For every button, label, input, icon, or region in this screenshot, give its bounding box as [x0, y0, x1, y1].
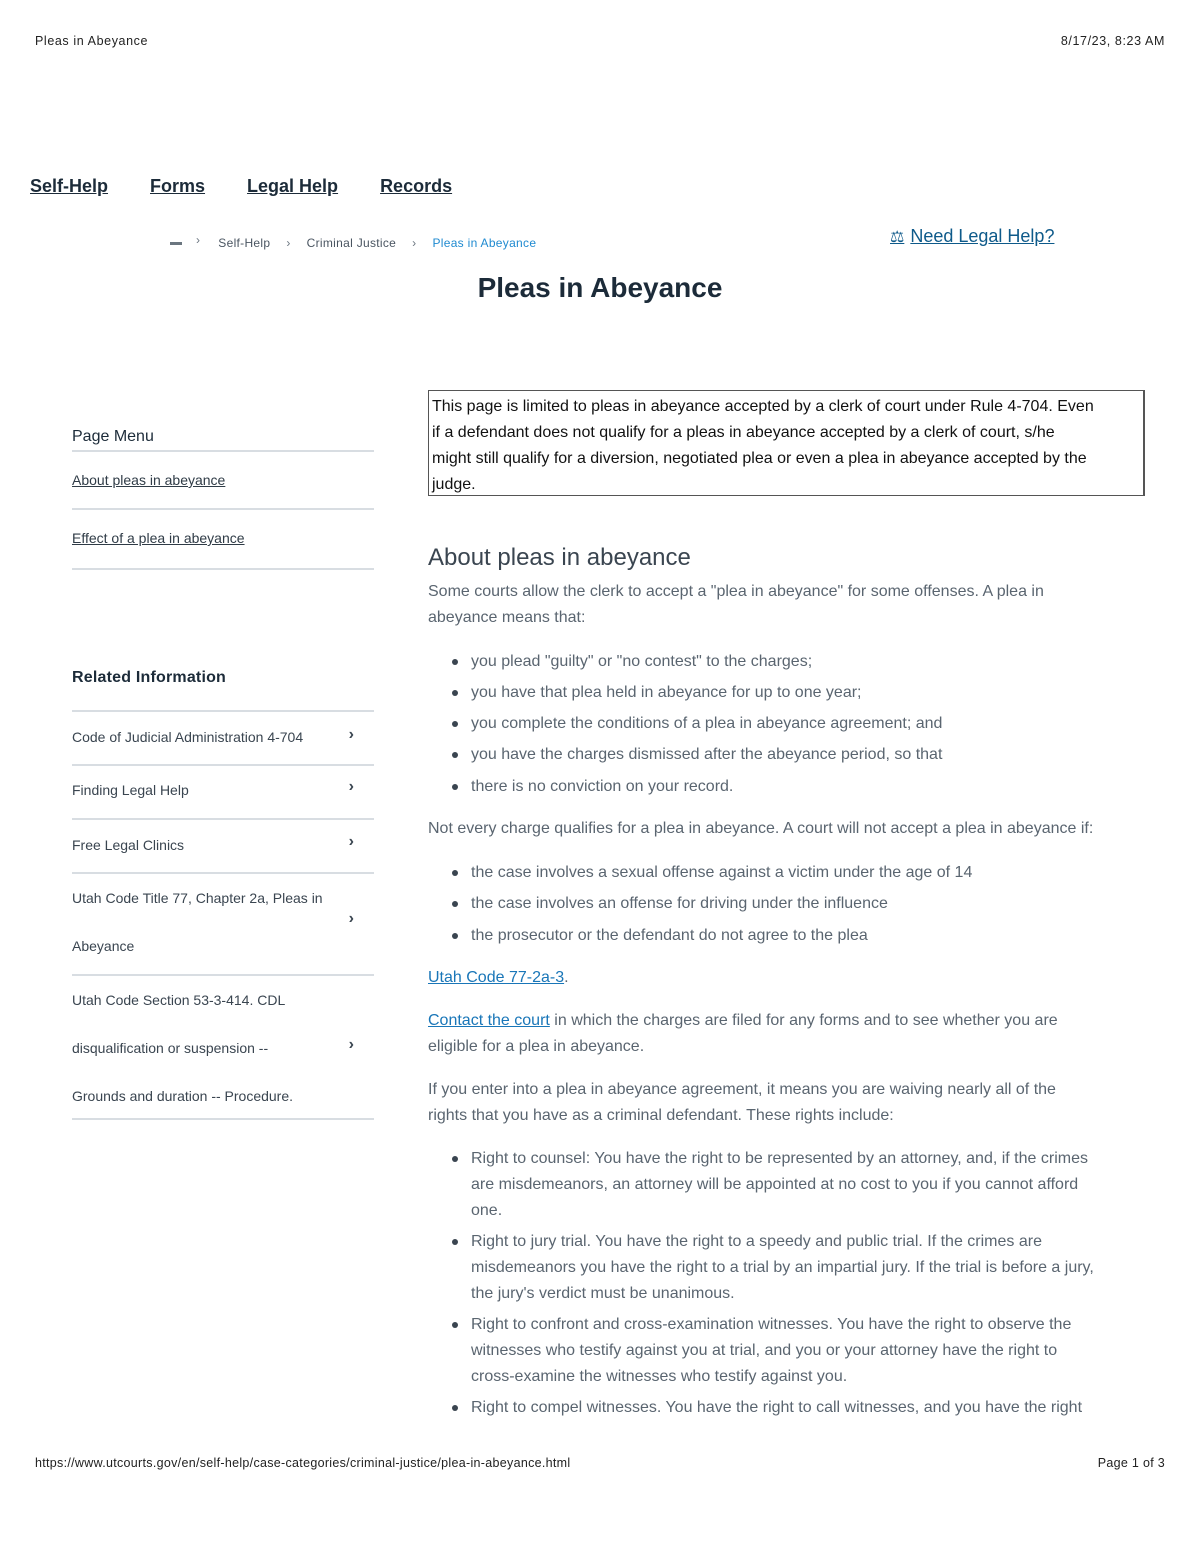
list-item: the prosecutor or the defendant do not agree to the plea [428, 923, 1148, 954]
top-nav [30, 176, 452, 200]
page-title: Pleas in Abeyance [477, 272, 723, 303]
related-item-cja-4-704[interactable]: Code of Judicial Administration 4-704 › [72, 710, 374, 764]
print-footer-page: Page 1 of 3 [1097, 1456, 1165, 1470]
waiver-paragraph: If you enter into a plea in abeyance agreement, it means you are waiving nearly all of the rights that you have as a criminal defendant. These rights include: [428, 1081, 1056, 1124]
exclusions-list [428, 860, 1148, 954]
section-heading-about: About pleas in abeyance [428, 544, 691, 571]
chevron-right-icon: › [348, 1036, 354, 1053]
contact-the-court-link[interactable]: Contact the court [428, 1012, 550, 1029]
breadcrumb-criminal-justice[interactable]: Criminal Justice [306, 236, 397, 250]
related-item-free-legal-clinics[interactable]: Free Legal Clinics › [72, 818, 374, 872]
breadcrumb [170, 233, 537, 250]
nav-self-help[interactable]: Self-Help [30, 176, 109, 196]
list-item: Right to compel witnesses. You have the right to call witnesses, and you have the right [428, 1395, 1148, 1421]
divider [72, 568, 374, 570]
nav-legal-help[interactable]: Legal Help [247, 176, 339, 196]
related-item-utah-code-53-3-414[interactable]: Utah Code Section 53-3-414. CDL disqualification or suspension -- Grounds and duration -- Procedure. › [72, 974, 374, 1120]
need-legal-help-link[interactable] [890, 226, 1054, 247]
main-content [428, 540, 1148, 1421]
print-footer-url: https://www.utcourts.gov/en/self-help/case-categories/criminal-justice/plea-in-abeyance.html [35, 1456, 571, 1470]
chevron-right-icon: › [286, 236, 291, 250]
chevron-right-icon: › [348, 778, 354, 795]
print-header-title: Pleas in Abeyance [35, 34, 149, 48]
need-legal-help-label: Need Legal Help? [910, 226, 1055, 246]
related-item-finding-legal-help[interactable]: Finding Legal Help › [72, 764, 374, 818]
chevron-right-icon: › [412, 236, 417, 250]
home-icon[interactable] [170, 242, 182, 245]
list-item: the case involves a sexual offense against a victim under the age of 14 [428, 860, 1148, 891]
contact-paragraph: Contact the court in which the charges are filed for any forms and to see whether you are eligible for a plea in abeyance. [428, 1012, 1058, 1055]
chevron-right-icon: › [348, 833, 354, 850]
list-item: Right to confront and cross-examination witnesses. You have the right to observe the witnesses who testify against you at trial, and you or your attorney have the right to cross-examine the witnesses who testify against you. [428, 1312, 1148, 1390]
print-footer [35, 1456, 1165, 1472]
related-information-title: Related Information [72, 669, 227, 686]
list-item: the case involves an offense for driving under the influence [428, 891, 1148, 923]
print-header-datetime: 8/17/23, 8:23 AM [1060, 34, 1165, 48]
related-information [72, 668, 374, 1120]
list-item: you complete the conditions of a plea in abeyance agreement; and [428, 711, 1148, 742]
scale-icon: ⚖ [890, 228, 905, 246]
list-item: you plead "guilty" or "no contest" to the charges; [428, 649, 1148, 680]
list-item: Right to jury trial. You have the right to a speedy and public trial. If the crimes are misdemeanors you have the right to a trial by an impartial jury. If the trial is before a jury, the jury's verdict must be unanimous. [428, 1229, 1148, 1307]
related-item-utah-code-77-2a[interactable]: Utah Code Title 77, Chapter 2a, Pleas in Abeyance › [72, 872, 374, 974]
scope-notice: This page is limited to pleas in abeyance accepted by a clerk of court under Rule 4-704. Even if a defendant does not qualify for a pleas in abeyance accepted by a clerk of court, s/he might still qualify for a diversion, negotiated plea or even a plea in abeyance accepted by the judge. [428, 390, 1145, 496]
divider [72, 508, 374, 510]
utah-code-77-2a-3-link[interactable]: Utah Code 77-2a-3 [428, 969, 565, 986]
list-item: Right to counsel: You have the right to be represented by an attorney, and, if the crimes are misdemeanors, an attorney will be appointed at no cost to you if you cannot afford one. [428, 1146, 1148, 1224]
abeyance-means-list [428, 649, 1148, 805]
list-item: there is no conviction on your record. [428, 774, 1148, 805]
list-item: you have the charges dismissed after the abeyance period, so that [428, 742, 1148, 774]
page-menu-item-effect[interactable]: Effect of a plea in abeyance [72, 530, 245, 546]
page-menu-item-about[interactable]: About pleas in abeyance [72, 472, 226, 488]
page-menu-title: Page Menu [72, 428, 154, 445]
list-item: you have that plea held in abeyance for up to one year; [428, 680, 1148, 711]
breadcrumb-self-help[interactable]: Self-Help [218, 236, 271, 250]
chevron-right-icon: › [348, 910, 354, 927]
divider [72, 450, 374, 452]
not-every-paragraph: Not every charge qualifies for a plea in abeyance. A court will not accept a plea in abeyance if: [428, 820, 1094, 837]
chevron-right-icon: › [196, 233, 201, 247]
nav-forms[interactable]: Forms [150, 176, 206, 196]
breadcrumb-current[interactable]: Pleas in Abeyance [432, 236, 537, 250]
related-list [72, 710, 374, 1120]
code-reference: Utah Code 77-2a-3. [428, 969, 569, 986]
rights-list [428, 1146, 1148, 1421]
page-menu [72, 426, 374, 570]
print-header [35, 34, 1165, 50]
intro-paragraph: Some courts allow the clerk to accept a "plea in abeyance" for some offenses. A plea in abeyance means that: [428, 583, 1044, 626]
chevron-right-icon: › [348, 726, 354, 743]
nav-records[interactable]: Records [380, 176, 453, 196]
